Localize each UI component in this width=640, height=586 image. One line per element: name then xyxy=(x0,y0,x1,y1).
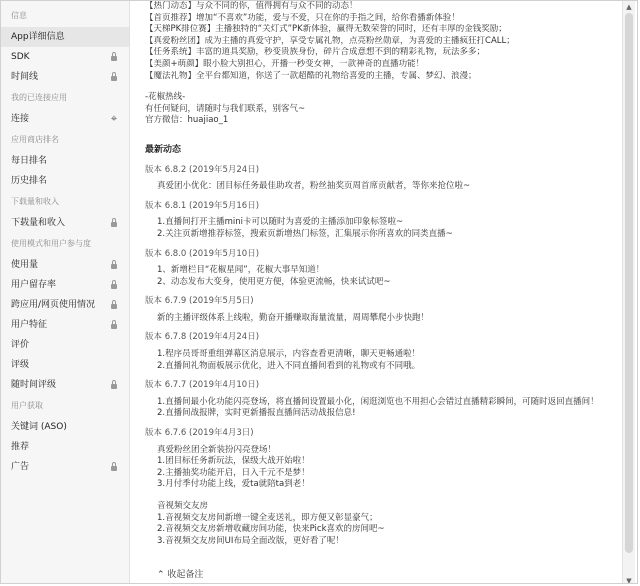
version-note-line: 2.音视频交友房新增收藏房间功能，快来Pick喜欢的房间吧~ xyxy=(157,524,385,535)
sidebar-item-label: 推荐 xyxy=(11,442,30,452)
sidebar-item-label: 时间线 xyxy=(11,72,39,82)
sidebar-nav xyxy=(1,1,130,584)
sidebar-item-label: 关键词 (ASO) xyxy=(11,422,67,432)
sidebar-item[interactable] xyxy=(1,457,129,477)
scroll-down-icon[interactable]: ▼ xyxy=(626,577,632,584)
version-note-line: 1.直播间打开主播mini卡可以随时为喜爱的主播添加印象标签啦~ xyxy=(157,217,404,228)
version-note-line: 真爱团小优化：团目标任务最佳助攻者，粉丝抽奖页周首席贡献者，等你来抢位啦~ xyxy=(157,181,471,192)
lock-icon xyxy=(109,213,119,233)
version-notes xyxy=(145,445,617,548)
sidebar-item-label: SDK xyxy=(11,52,30,62)
description-line: 【首页推荐】增加“不喜欢”功能，爱与不爱，只在你的手指之间，给你看播新体验！ xyxy=(145,12,460,23)
version-history xyxy=(145,165,617,548)
sidebar-item-label: 使用量 xyxy=(11,260,39,270)
lock-icon xyxy=(109,47,119,67)
version-note-line: 1.音视频交友房间新增一键全麦送礼，即方便又彰显豪气； xyxy=(157,512,378,523)
scroll-up-icon[interactable]: ▲ xyxy=(626,3,632,11)
version-note-line: 3.月付季付功能上线，爱ta就陪ta到老！ xyxy=(157,479,310,490)
sidebar-item[interactable] xyxy=(1,375,129,395)
crosshair-icon: ⌖ xyxy=(110,112,118,125)
lock-icon xyxy=(109,295,119,315)
lock-icon xyxy=(109,255,119,275)
description-line: 【热门动态】与众不同的你，值得拥有与众不同的动态！ xyxy=(145,1,358,11)
sidebar-item-label: 随时间评级 xyxy=(11,380,57,390)
description-line: 【任务系统】丰富的道具奖励，秒变贵族身份，碎片合成意想不到的精彩礼物，玩法多多； xyxy=(145,47,486,58)
lock-icon xyxy=(109,457,119,477)
scrollbar[interactable] xyxy=(622,1,635,584)
version-header: 版本 6.8.1 (2019年5月16日) xyxy=(145,200,260,211)
description-intro xyxy=(145,1,617,82)
collapse-notes-label: 收起备注 xyxy=(167,570,204,580)
lock-icon xyxy=(109,315,119,335)
sidebar-section-title: 使用模式和用户参与度 xyxy=(11,239,91,248)
contact-line: 官方微信：huajiao_1 xyxy=(145,115,229,126)
sidebar-item[interactable] xyxy=(1,109,129,129)
description-line: 【魔法礼物】全平台都知道，你送了一款超酷的礼物给喜爱的主播，专属、梦幻、浪漫； xyxy=(145,70,477,81)
sidebar-section-title: 用户获取 xyxy=(11,401,43,410)
sidebar-item[interactable] xyxy=(1,417,129,437)
version-notes xyxy=(145,217,617,240)
sidebar-item-label: 评级 xyxy=(11,360,30,370)
sidebar-item-label: 用户留存率 xyxy=(11,280,57,290)
sidebar-item[interactable] xyxy=(1,255,129,275)
sidebar-item-label: 历史排名 xyxy=(11,176,48,186)
version-note-line: 音视频交友房 xyxy=(157,501,209,511)
sidebar-item[interactable] xyxy=(1,275,129,295)
sidebar-item-label: 连接 xyxy=(11,114,30,124)
chevron-up-icon: ⌃ xyxy=(157,570,165,580)
version-note-line: 1.直播间最小化功能闪亮登场，将直播间设置最小化，闲逛浏览也不用担心会错过直播精彩瞬间，可随时返回直播间！ xyxy=(157,396,599,407)
version-note-line: 1.程序员哥哥重组弹幕区消息展示，内容查看更清晰，聊天更畅通啦！ xyxy=(157,349,421,360)
version-note-line: 2.关注页新增推荐标签，搜索页新增热门标签，汇集展示你所喜欢的同类直播~ xyxy=(157,228,453,239)
sidebar-item[interactable] xyxy=(1,315,129,335)
version-notes xyxy=(145,265,617,288)
version-header: 版本 6.7.8 (2019年4月24日) xyxy=(145,332,260,343)
sidebar-section-title: 下载量和收入 xyxy=(11,197,59,206)
app-details-content xyxy=(131,1,625,584)
version-note-line: 1.团目标任务新玩法，保级大战开始啦！ xyxy=(157,456,310,467)
version-notes xyxy=(145,349,617,372)
version-notes xyxy=(145,397,617,420)
lock-icon xyxy=(109,275,119,295)
sidebar-item[interactable] xyxy=(1,171,129,191)
description-line: 【天梯PK排位赛】主播独特的“关灯式”PK新体验，赢得无数荣誉的同时，还有丰厚的金钱奖励； xyxy=(145,24,507,35)
updates-title: 最新动态 xyxy=(145,144,182,155)
lock-icon xyxy=(109,375,119,395)
collapse-notes-button[interactable] xyxy=(157,567,203,580)
version-notes xyxy=(145,313,617,325)
description-line: 【真爱粉丝团】成为主播的真爱守护，享受专属礼物，点亮粉丝勋章，为喜爱的主播疯狂打CALL； xyxy=(145,35,515,46)
sidebar-item[interactable] xyxy=(1,437,129,457)
sidebar-item[interactable] xyxy=(1,295,129,315)
version-header: 版本 6.7.7 (2019年4月10日) xyxy=(145,380,260,391)
sidebar-section-title: 应用商店排名 xyxy=(11,135,59,144)
sidebar-item[interactable] xyxy=(1,355,129,375)
sidebar-section-title: 信息 xyxy=(11,11,27,20)
version-header: 版本 6.7.6 (2019年4月3日) xyxy=(145,428,254,439)
version-note-line: 2.直播间礼物面板展示优化，进入不同直播间看到的礼物或有不同哦。 xyxy=(157,360,421,371)
sidebar-item[interactable] xyxy=(1,213,129,233)
contact-line: 有任何疑问，请随时与我们联系，别客气~ xyxy=(145,103,306,114)
sidebar-item[interactable] xyxy=(1,27,129,47)
sidebar-section-title: 我的已连接应用 xyxy=(11,93,67,102)
contact-line: -花椒热线- xyxy=(145,92,186,103)
description-line: 【美颜+萌颜】眼小脸大别担心，开播一秒变女神，一款神奇的直播功能！ xyxy=(145,58,425,69)
version-header: 版本 6.8.0 (2019年5月10日) xyxy=(145,248,260,259)
sidebar-item-label: 广告 xyxy=(11,462,30,472)
version-note-line: 真爱粉丝团全新装扮闪亮登场！ xyxy=(157,444,277,455)
contact-info xyxy=(145,92,617,127)
sidebar-item-label: App详细信息 xyxy=(11,32,65,42)
version-note-line: 2.直播间战报牌，实时更新播报直播间活动战报信息! xyxy=(157,408,356,419)
sidebar-item[interactable] xyxy=(1,335,129,355)
version-notes xyxy=(145,181,617,193)
version-note-line: 2.主播抽奖功能开启，日入千元不是梦！ xyxy=(157,467,310,478)
version-header: 版本 6.7.9 (2019年5月5日) xyxy=(145,296,254,307)
lock-icon xyxy=(109,67,119,87)
scrollbar-thumb[interactable] xyxy=(625,13,633,553)
sidebar-item-label: 评价 xyxy=(11,340,30,350)
sidebar-item[interactable] xyxy=(1,47,129,67)
sidebar-item[interactable] xyxy=(1,67,129,87)
version-header: 版本 6.8.2 (2019年5月24日) xyxy=(145,164,260,175)
sidebar-item[interactable] xyxy=(1,151,129,171)
version-note-line: 2、动态发布大变身，使用更方便，体验更流畅，快来试试吧~ xyxy=(157,276,391,287)
version-note-line: 3.音视频交友房间UI布局全面改版，更好看了呢！ xyxy=(157,535,344,546)
version-note-line: 新的主播评级体系上线啦，勤奋开播赚取海量流量，周周攀爬小步快跑！ xyxy=(157,312,430,323)
sidebar-item-label: 跨应用/网页使用情况 xyxy=(11,300,96,310)
version-note-line: 1、新增栏目“花椒星闻”，花椒大事早知道！ xyxy=(157,265,325,276)
sidebar-item-label: 下载量和收入 xyxy=(11,218,66,228)
sidebar-item-label: 用户特征 xyxy=(11,320,48,330)
sidebar-item-label: 每日排名 xyxy=(11,156,48,166)
